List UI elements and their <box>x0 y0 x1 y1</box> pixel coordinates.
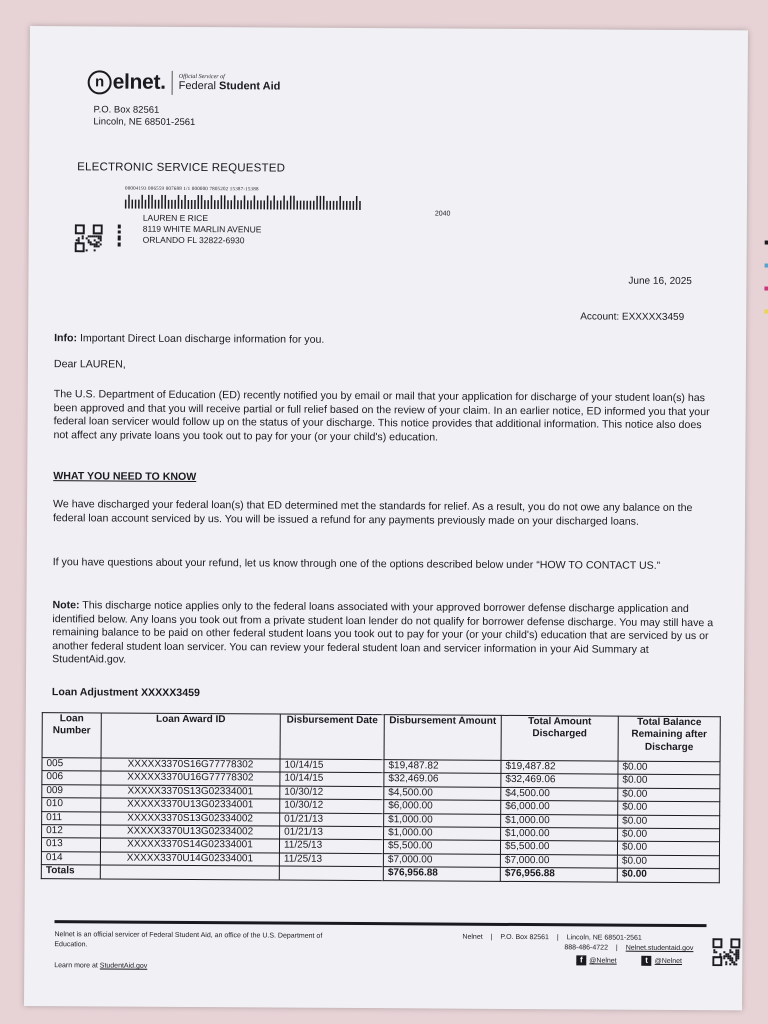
fsa-small-text: Official Servicer of <box>178 73 225 81</box>
letter-date: June 16, 2025 <box>628 275 692 288</box>
col-disbursement-amount: Disbursement Amount <box>384 715 501 761</box>
note-label: Note: <box>52 599 80 612</box>
info-line: Info: Important Direct Loan discharge information for you. <box>54 332 325 346</box>
table-cell: $5,500.00 <box>383 840 500 854</box>
table-cell: $7,000.00 <box>383 854 500 868</box>
paragraph-note: Note: This discharge notice applies only to the federal loans associated with your approved borrower defense discharge application and identified below. Any loans you took out from a private student loan lender do not qualify for borrower defense discharge. You may still have a remaining balance to be paid on other federal student loans you took out to pay for your (or your child's) education that are serviced by us or another federal student loan servicer. You can review your federal student loan and servicer information in your Aid Summary at StudentAid.gov. <box>52 599 714 666</box>
table-cell: 005 <box>42 758 101 772</box>
logo-divider <box>172 71 173 95</box>
table-cell: 012 <box>42 825 101 839</box>
table-cell: XXXXX3370U16G77778302 <box>101 771 280 785</box>
footer-company: Nelnet <box>462 933 483 941</box>
footer-disclaimer: Nelnet is an official servicer of Federal Student Aid, an office of the U.S. Department of Education. <box>54 931 323 949</box>
footer-phone: 888-486-4722 <box>564 944 608 952</box>
table-cell: 013 <box>41 838 100 852</box>
table-cell: XXXXX3370S13G02334001 <box>101 785 280 799</box>
learn-more: Learn more at StudentAid.gov <box>54 962 148 970</box>
table-cell: $0.00 <box>617 842 719 856</box>
loan-table-header <box>42 713 720 762</box>
table-cell: $19,487.82 <box>384 760 501 774</box>
salutation: Dear LAUREN, <box>53 358 126 371</box>
footer-po-box: P.O. Box 82561 <box>500 933 549 942</box>
facebook-icon[interactable]: f <box>576 955 586 965</box>
recipient-name: LAUREN E RICE <box>142 212 209 224</box>
table-cell: 011 <box>42 811 101 825</box>
table-cell: 10/30/12 <box>280 799 384 813</box>
table-cell: 10/14/15 <box>280 759 384 773</box>
table-cell: $1,000.00 <box>501 814 618 828</box>
mark-magenta <box>764 286 768 290</box>
table-cell: $6,000.00 <box>384 800 501 814</box>
fsa-name: Federal Student Aid <box>178 79 281 93</box>
totals-cell: $0.00 <box>617 868 719 882</box>
table-cell: $32,469.06 <box>501 774 618 788</box>
recipient-address <box>143 213 262 247</box>
totals-cell: Totals <box>41 865 100 879</box>
totals-cell: $76,956.88 <box>383 867 500 881</box>
footer-city: Lincoln, NE 68501-2561 <box>566 934 642 942</box>
nelnet-logo <box>88 70 281 95</box>
mark-cyan <box>765 263 768 267</box>
table-cell: $0.00 <box>618 801 720 815</box>
table-cell: 10/14/15 <box>280 772 384 786</box>
facebook-handle[interactable]: @Nelnet <box>589 956 617 965</box>
loan-adjustment-title: Loan Adjustment XXXXX3459 <box>51 686 200 700</box>
table-cell: $5,500.00 <box>500 841 617 855</box>
table-cell: 11/25/13 <box>279 853 383 867</box>
sort-code: 2040 <box>434 210 451 218</box>
postal-barcode <box>123 195 367 210</box>
footer-website[interactable]: Nelnet.studentaid.gov <box>625 944 694 953</box>
table-cell: $32,469.06 <box>384 773 501 787</box>
table-cell: 01/21/13 <box>280 826 384 840</box>
footer-qr-code <box>712 938 740 966</box>
table-cell: 009 <box>42 784 101 798</box>
table-cell: XXXXX3370U13G02334001 <box>101 798 280 812</box>
table-cell: $7,000.00 <box>500 854 617 868</box>
footer-contact: Nelnet | P.O. Box 82561 | Lincoln, NE 68501-2561 888-486-4722 | Nelnet.studentaid.gov <box>462 933 694 953</box>
table-cell: $0.00 <box>618 761 720 775</box>
paragraph-discharged: We have discharged your federal loan(s) that ED determined met the standards for relief. As a result, you do not owe any balance on the federal loan account serviced by us. You will be issued a refund for any payments previously made on your discharged loans. <box>52 498 693 528</box>
letter-page <box>24 26 748 1010</box>
mail-qr-code <box>75 224 103 252</box>
recipient-street: 8119 WHITE MARLIN AVENUE <box>142 223 262 235</box>
footer-rule <box>55 920 707 927</box>
totals-cell <box>100 865 279 879</box>
registration-marks <box>764 240 768 332</box>
logo-n-mark: n <box>88 70 112 94</box>
table-cell: XXXXX3370S13G02334002 <box>101 812 280 826</box>
table-cell: $4,500.00 <box>501 787 618 801</box>
loan-table <box>41 712 721 883</box>
paragraph-approval: The U.S. Department of Education (ED) recently notified you by email or mail that your application for discharge of your student loan(s) has been approved and that you will receive partial or full relief based on the review of your claim. In an earlier notice, ED informed you that your federal loan servicer would follow up on the status of your discharge. This notice provides that additional information. This notice also does not affect any private loans you took out to pay for your (or your child's) education. <box>53 388 710 444</box>
col-balance-remaining: Total Balance Remaining after Discharge <box>618 716 720 762</box>
vertical-code-mark <box>117 225 123 249</box>
table-cell: 006 <box>42 771 101 785</box>
table-cell: $0.00 <box>618 815 720 829</box>
account-number: Account: EXXXXX3459 <box>580 311 685 324</box>
tracking-code: 00004193 006559 007688 1/1 000000 7805202 15387-15388 <box>124 186 259 193</box>
table-cell: $1,000.00 <box>501 827 618 841</box>
mark-yellow <box>764 309 768 313</box>
col-loan-award-id: Loan Award ID <box>101 713 280 759</box>
col-total-discharged: Total Amount Discharged <box>501 715 618 761</box>
table-cell: 11/25/13 <box>279 839 383 853</box>
return-address-line2: Lincoln, NE 68501-2561 <box>93 116 196 129</box>
table-cell: $0.00 <box>618 775 720 789</box>
table-cell: $1,000.00 <box>384 813 501 827</box>
table-cell: $4,500.00 <box>384 786 501 800</box>
table-cell: $0.00 <box>618 788 720 802</box>
col-loan-number: Loan Number <box>42 713 101 758</box>
table-cell: $1,000.00 <box>384 827 501 841</box>
table-cell: $19,487.82 <box>501 760 618 774</box>
table-cell: 010 <box>42 798 101 812</box>
totals-cell <box>279 866 383 880</box>
table-cell: XXXXX3370S16G77778302 <box>101 758 280 772</box>
studentaid-link[interactable]: StudentAid.gov <box>99 962 148 970</box>
twitter-icon[interactable]: t <box>642 956 652 966</box>
fsa-lockup <box>179 74 281 93</box>
social-links <box>576 955 682 966</box>
twitter-handle[interactable]: @Nelnet <box>654 957 683 965</box>
info-label: Info: <box>54 332 78 345</box>
recipient-city: ORLANDO FL 32822-6930 <box>142 234 245 246</box>
return-address-line1: P.O. Box 82561 <box>93 104 160 116</box>
table-cell: XXXXX3370S14G02334001 <box>100 838 279 852</box>
table-cell: 014 <box>41 851 100 865</box>
col-disbursement-date: Disbursement Date <box>280 714 384 760</box>
table-cell: $6,000.00 <box>501 801 618 815</box>
totals-cell: $76,956.88 <box>500 868 617 882</box>
logo-wordmark: elnet. <box>112 70 166 94</box>
totals-row <box>41 865 719 883</box>
table-cell: $0.00 <box>617 855 719 869</box>
paragraph-refund: If you have questions about your refund, let us know through one of the options described below under “HOW TO CONTACT US.” <box>52 556 661 572</box>
section-heading: WHAT YOU NEED TO KNOW <box>53 470 197 484</box>
table-cell: $0.00 <box>618 828 720 842</box>
table-cell: 01/21/13 <box>280 813 384 827</box>
table-cell: 10/30/12 <box>280 786 384 800</box>
table-cell: XXXXX3370U13G02334002 <box>101 825 280 839</box>
table-cell: XXXXX3370U14G02334001 <box>100 852 279 866</box>
return-address <box>93 104 195 129</box>
service-requested: ELECTRONIC SERVICE REQUESTED <box>77 161 286 175</box>
